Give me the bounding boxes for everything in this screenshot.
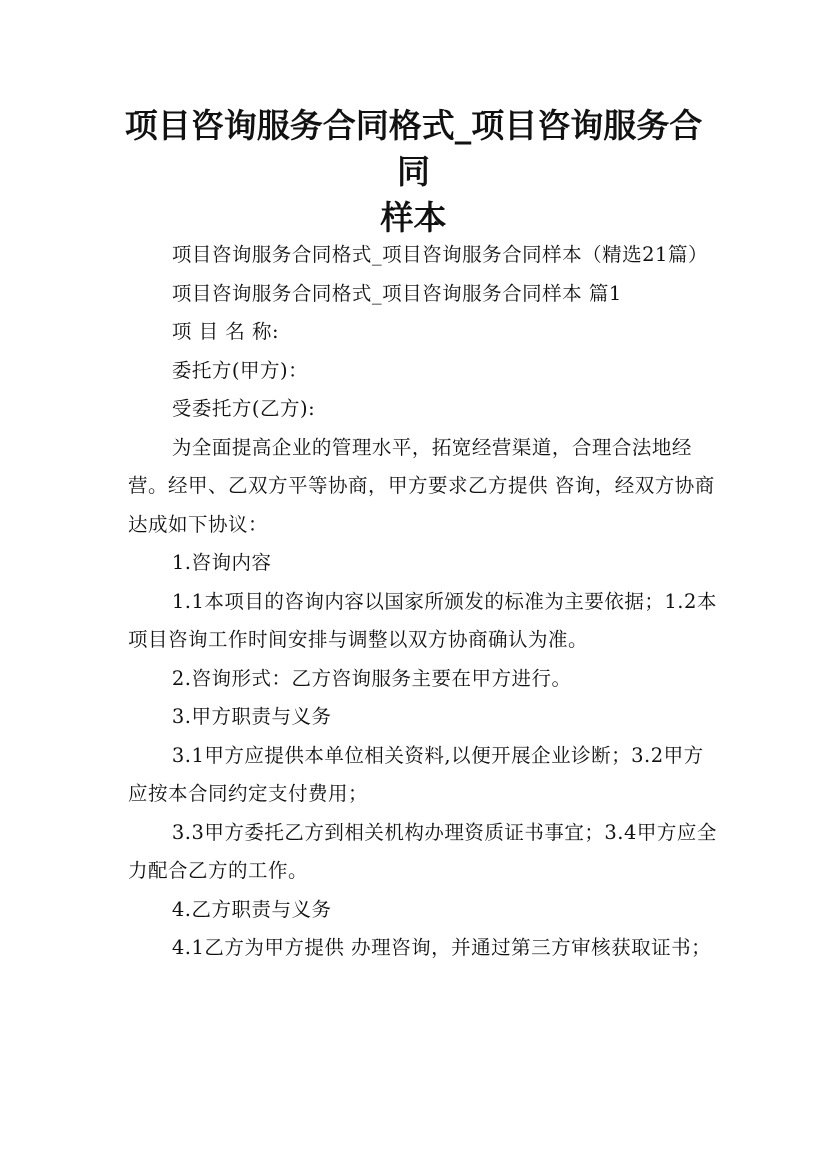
paragraph-heading-1: 项目咨询服务合同格式_项目咨询服务合同样本 篇1: [171, 281, 622, 305]
document-title: [110, 103, 717, 241]
paragraph-party-b: 受委托方(乙方):: [171, 397, 316, 420]
paragraph-intro: 项目咨询服务合同格式_项目咨询服务合同样本（精选21篇）: [171, 243, 708, 266]
paragraph-section-4: 4.乙方职责与义务: [171, 897, 332, 921]
title-line-1: 项目咨询服务合同格式_项目咨询服务合同: [124, 106, 703, 191]
paragraph-party-a: 委托方(甲方)：: [171, 358, 309, 382]
paragraph-section-1-1: 1.1本项目的咨询内容以国家所颁发的标准为主要依据；1.2本项目咨询工作时间安排与调整以双方协商确认为准。: [128, 589, 717, 651]
document-body: [128, 236, 718, 968]
paragraph-project-name: 项 目 名 称:: [171, 320, 280, 343]
paragraph-section-3-3: 3.3甲方委托乙方到相关机构办理资质证书事宜；3.4甲方应全力配合乙方的工作。: [128, 820, 717, 882]
paragraph-section-2: 2.咨询形式：乙方咨询服务主要在甲方进行。: [171, 666, 572, 690]
paragraph-section-1: 1.咨询内容: [171, 551, 272, 574]
paragraph-section-4-1: 4.1乙方为甲方提供 办理咨询，并通过第三方审核获取证书；: [171, 936, 712, 959]
title-line-2: 样本: [380, 198, 447, 237]
paragraph-section-3: 3.甲方职责与义务: [171, 705, 332, 728]
paragraph-section-3-1: 3.1甲方应提供本单位相关资料,以便开展企业诊断；3.2甲方应按本合同约定支付费用；: [128, 743, 704, 805]
paragraph-purpose: 为全面提高企业的管理水平，拓宽经营渠道，合理合法地经营。经甲、乙双方平等协商，甲方要求乙方提供 咨询，经双方协商达成如下协议：: [128, 435, 715, 536]
